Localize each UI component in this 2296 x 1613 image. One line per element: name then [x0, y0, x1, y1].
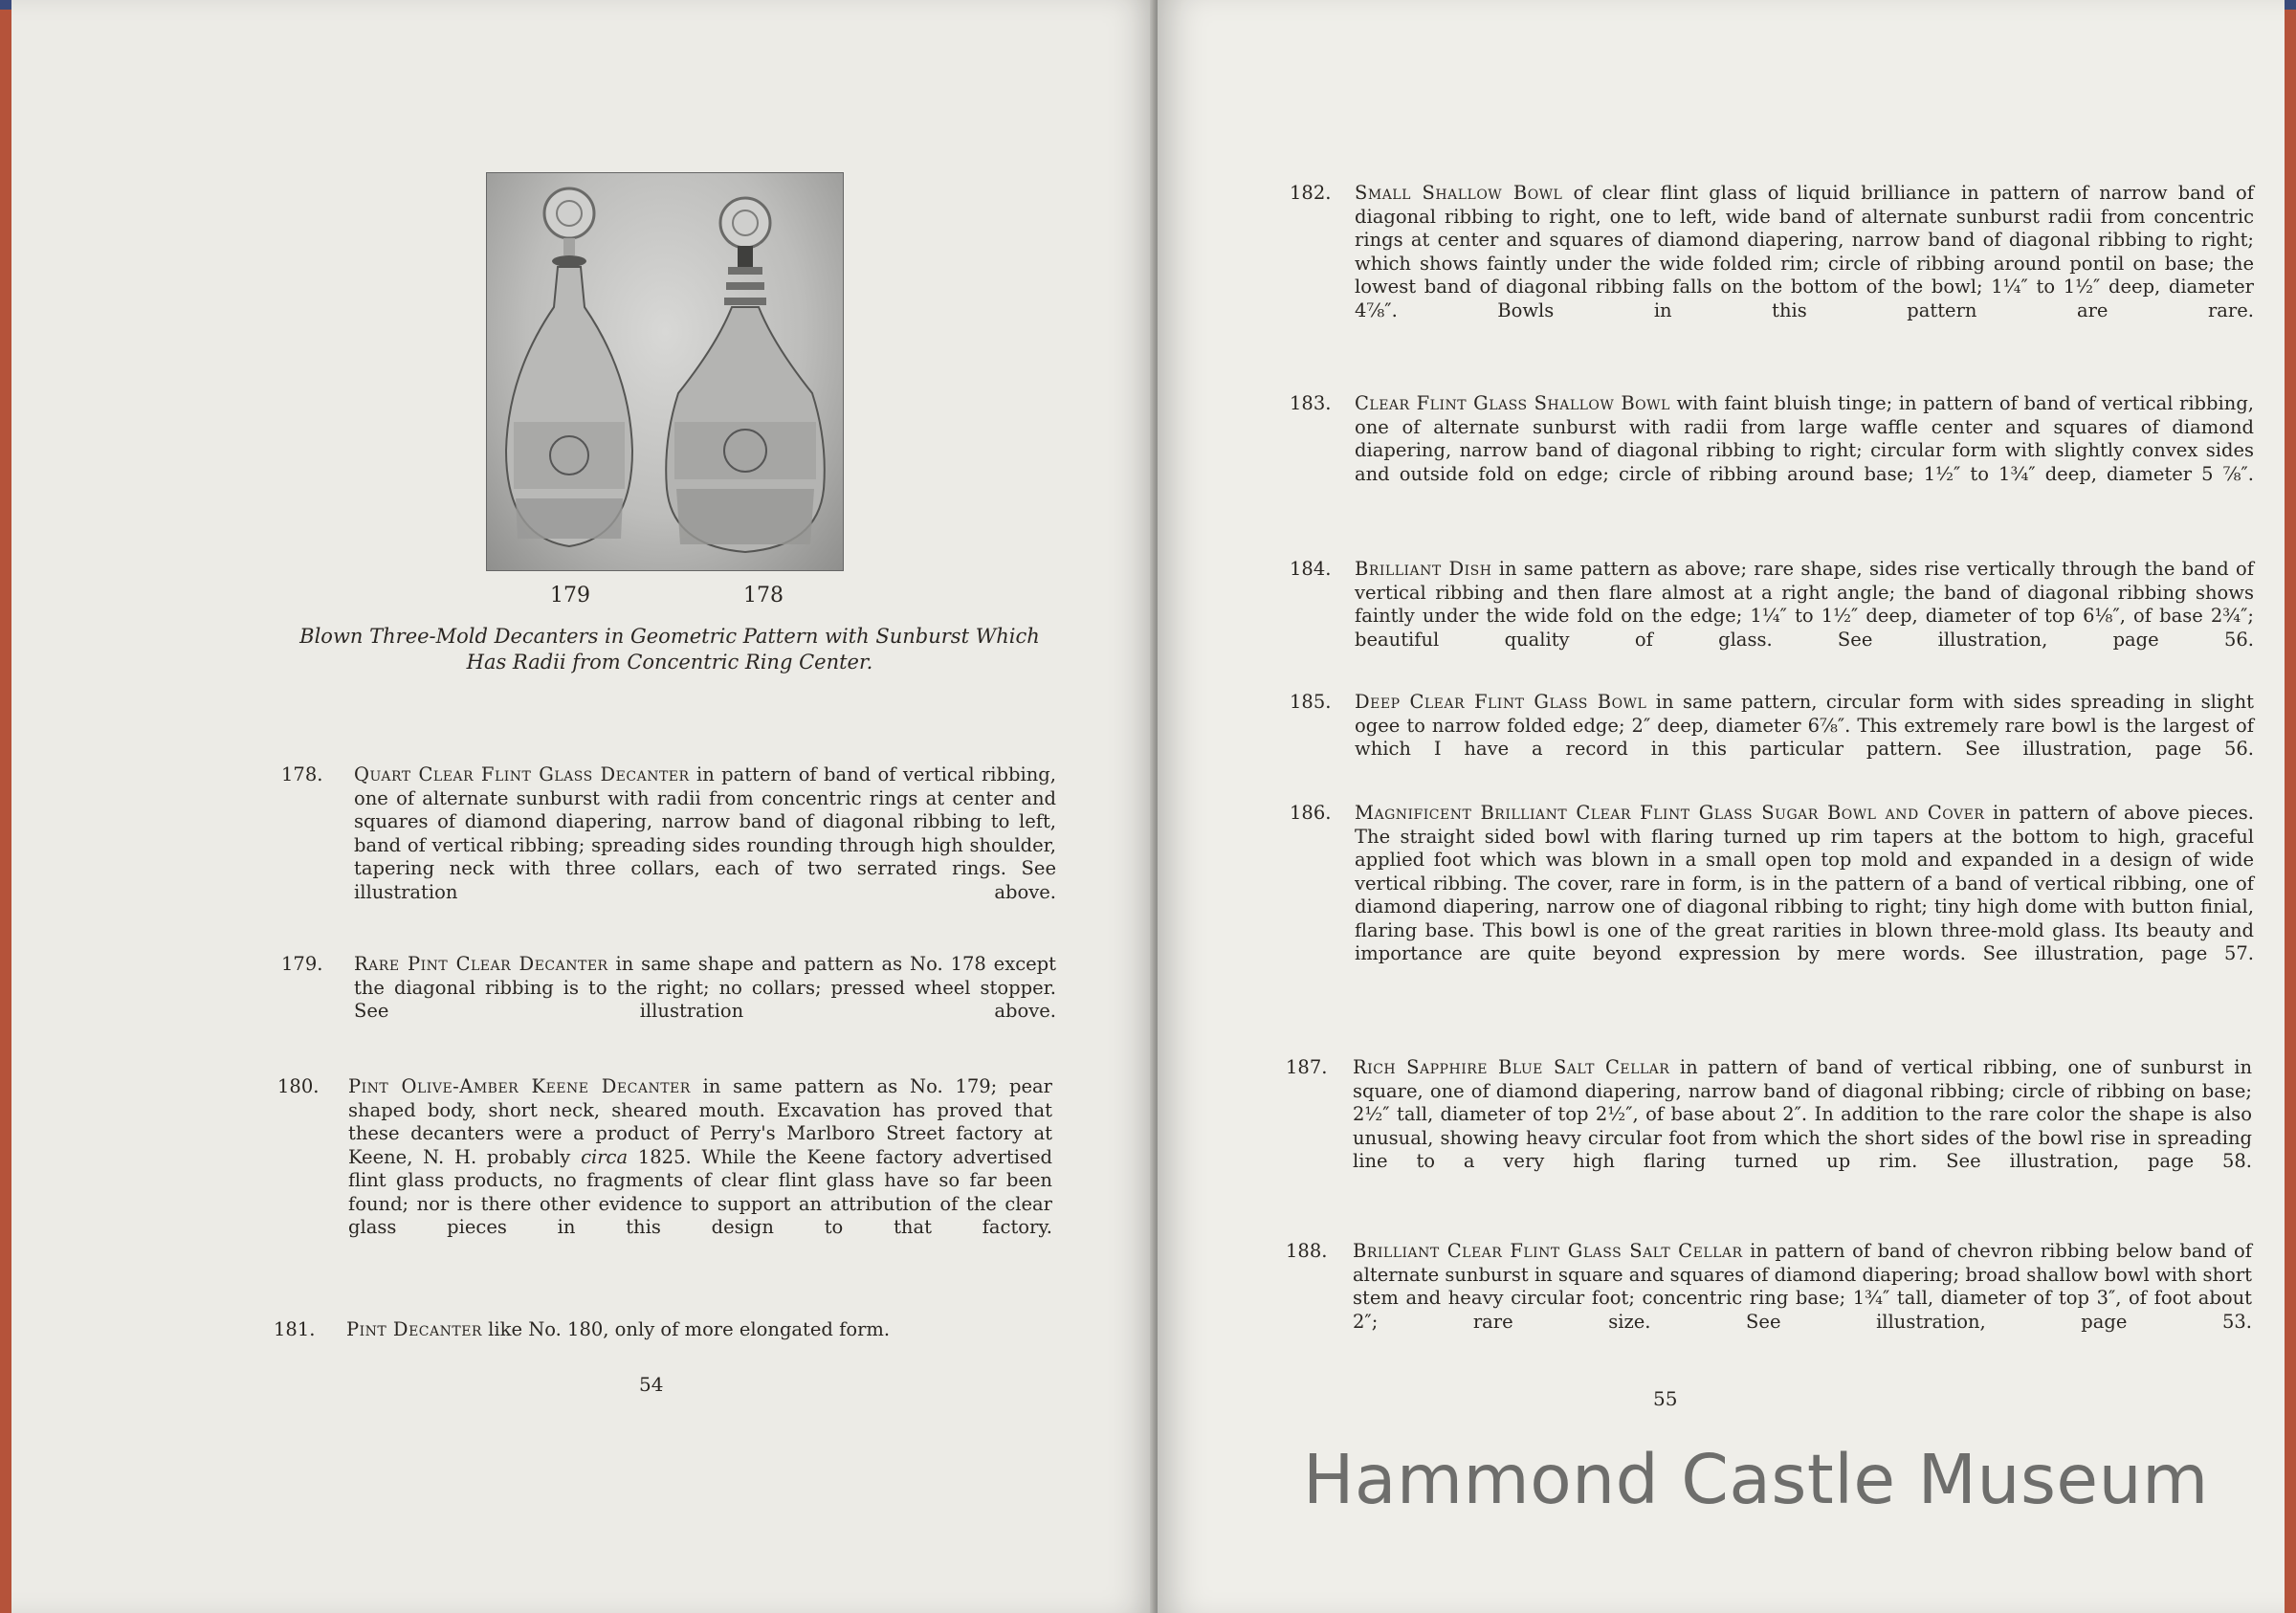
- page-number-54: 54: [639, 1373, 664, 1396]
- right-page: [1158, 0, 2285, 1613]
- decanters-photograph: [486, 172, 844, 571]
- entry-text: like No. 180, only of more elongated form.: [488, 1318, 891, 1340]
- figure-label-179: 179: [550, 584, 590, 608]
- museum-watermark: Hammond Castle Museum: [1303, 1440, 2209, 1519]
- entry-text: in same pattern as above; rare shape, sides rise vertically through the band of vertical ribbing and then flare almost at a right angle; the band of diagonal ribbing shows faintly under the wide fold on the edge; 1¼″ to 1½″ deep, diameter of top 6⅛″, of base 2¾″; beautiful quality of glass. See illustration, page 56.: [1355, 558, 2254, 651]
- entry-title: Rich Sapphire Blue Salt Cellar: [1353, 1056, 1670, 1078]
- catalog-entry-188: [1286, 1240, 2252, 1359]
- page-number-55: 55: [1653, 1387, 1678, 1410]
- entry-text: in pattern of band of chevron ribbing below band of alternate sunburst in square and squares of diamond diapering; broad shallow bowl with short stem and heavy circular foot; concentric ring base; 1¾″ tall, diameter of top 3″, of foot about 2″; rare size. See illustration, page 53.: [1353, 1240, 2252, 1333]
- entry-number: 178.: [281, 763, 323, 785]
- entry-number: 181.: [274, 1318, 316, 1340]
- entry-title: Quart Clear Flint Glass Decanter: [354, 763, 690, 785]
- entry-number: 180.: [277, 1075, 320, 1097]
- catalog-entry-183: [1290, 392, 2256, 536]
- catalog-entry-180: [277, 1075, 1052, 1267]
- entry-title: Deep Clear Flint Glass Bowl: [1355, 691, 1647, 713]
- entry-title: Small Shallow Bowl: [1355, 182, 1563, 204]
- entry-number: 179.: [281, 953, 323, 975]
- entry-text-part-1: in same pattern as No. 179; pear shaped body, short neck, sheared mouth. Excavation has proved that these decanters were a product of Perry's Marlboro Street factory at Keene, N. H. probably: [348, 1075, 1053, 1168]
- entry-title: Pint Olive-Amber Keene Decanter: [348, 1075, 691, 1097]
- entry-number: 184.: [1290, 558, 1332, 580]
- entry-title: Brilliant Clear Flint Glass Salt Cellar: [1353, 1240, 1743, 1262]
- catalog-entry-186: [1290, 802, 2256, 1036]
- entry-number: 188.: [1286, 1240, 1328, 1262]
- entry-text: in pattern of above pieces. The straight sided bowl with flaring turned up rim tapers at the bottom to high, graceful applied foot which was blown in a small open top mold and expanded in a design of wide vertical ribbing. The cover, rare in form, is in the pattern of a band of vertical ribbing, one of diamond diapering, narrow one of diagonal ribbing to right; tiny high dome with button finial, flaring base. This bowl is one of the great rarities in blown three-mold glass. Its beauty and importance are quite beyond expression by mere words. See illustration, page 57.: [1355, 802, 2254, 964]
- entry-text: in same pattern, circular form with sides spreading in slight ogee to narrow folded edge; 2″ deep, diameter 6⅞″. This extremely rare bowl is the largest of which I have a record in this particular pattern. See illustration, page 56.: [1355, 691, 2254, 760]
- entry-text: in pattern of band of vertical ribbing, one of alternate sunburst with radii from concentric rings at center and squares of diamond diapering, narrow band of diagonal ribbing to left, band of vertical ribbing; spreading sides rounding through high shoulder, tapering neck with three collars, each of two serrated rings. See illustration above.: [354, 763, 1056, 903]
- decanter-178-image: [666, 198, 825, 552]
- decanter-179-image: [506, 188, 632, 546]
- catalog-entry-182: [1290, 182, 2256, 373]
- entry-number: 187.: [1286, 1056, 1328, 1078]
- left-page: [11, 0, 1158, 1613]
- entry-number: 185.: [1290, 691, 1332, 713]
- catalog-entry-179: [281, 953, 1056, 1029]
- decanters-illustration: [487, 173, 843, 570]
- figure-label-178: 178: [743, 584, 784, 608]
- entry-title: Rare Pint Clear Decanter: [354, 953, 608, 975]
- catalog-entry-187: [1286, 1056, 2252, 1224]
- entry-text: of clear flint glass of liquid brilliance in pattern of narrow band of diagonal ribbing to right, one to left, wide band of alternate sunburst radii from concentric rings at center and squares of diamond diapering, narrow band of diagonal ribbing to right; which shows faintly under the wide folded rim; circle of ribbing around pontil on base; the lowest band of diagonal ribbing falls on the bottom of the bowl; 1¼″ to 1½″ deep, diameter 4⅞″. Bowls in this pattern are rare.: [1355, 182, 2254, 321]
- entry-number: 186.: [1290, 802, 1332, 824]
- entry-text-part-2: 1825. While the Keene factory advertised flint glass products, no fragments of clear flint glass have so far been found; nor is there other evidence to support an attribution of the clear glass pieces in this design to that factory.: [348, 1145, 1053, 1238]
- catalog-entry-181: [274, 1318, 1049, 1347]
- figure-caption: [277, 624, 1062, 675]
- entry-text: with faint bluish tinge; in pattern of band of vertical ribbing, one of alternate sunburst with radii from large waffle center and squares of diamond diapering, narrow band of diagonal ribbing to right; circular form with slightly convex sides and outside fold on edge; circle of ribbing around base; 1½″ to 1¾″ deep, diameter 5 ⅞″.: [1355, 392, 2254, 485]
- entry-title: Clear Flint Glass Shallow Bowl: [1355, 392, 1670, 414]
- catalog-entry-178: [281, 763, 1056, 917]
- caption-line-2: Has Radii from Concentric Ring Center.: [466, 651, 873, 674]
- catalog-entry-185: [1290, 691, 2256, 786]
- entry-text-italic: circa: [581, 1145, 629, 1168]
- entry-text: in pattern of band of vertical ribbing, one of sunburst in square, one of diamond diapering, narrow band of diagonal ribbing; circle of ribbing on base; 2½″ tall, diameter of top 2½″, of base about 2″. In addition to the rare color the shape is also unusual, showing heavy circular foot from which the short sides of the bowl rise in spreading line to a very high flaring turned up rim. See illustration, page 58.: [1353, 1056, 2253, 1172]
- entry-text: in same shape and pattern as No. 178 except the diagonal ribbing is to the right; no collars; pressed wheel stopper. See illustration above.: [354, 953, 1056, 1022]
- entry-number: 183.: [1290, 392, 1332, 414]
- entry-title: Magnificent Brilliant Clear Flint Glass Sugar Bowl and Cover: [1355, 802, 1985, 824]
- catalog-entry-184: [1290, 558, 2256, 677]
- entry-number: 182.: [1290, 182, 1332, 204]
- entry-title: Pint Decanter: [346, 1318, 482, 1340]
- entry-title: Brilliant Dish: [1355, 558, 1492, 580]
- caption-line-1: Blown Three-Mold Decanters in Geometric Pattern with Sunburst Which: [299, 625, 1040, 648]
